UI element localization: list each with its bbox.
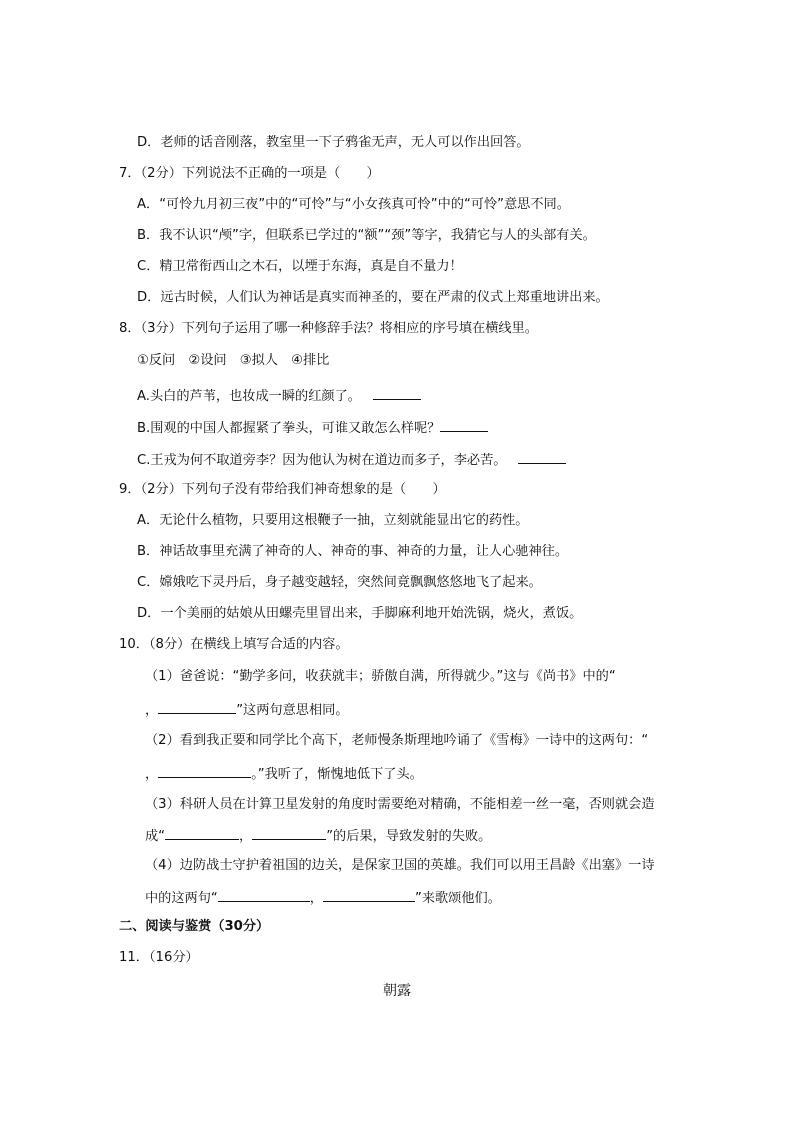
q8-sentence-b-text: B.围观的中国人都握紧了拳头，可谁又敢怎么样呢？: [137, 421, 441, 436]
q10-part3-comma: ，: [239, 829, 253, 844]
q9-option-c: C．嫦娥吃下灵丹后，身子越变越轻，突然间竟飘飘悠悠地飞了起来。: [137, 575, 542, 590]
q10-part3-line1: （3）科研人员在计算卫星发射的角度时需要绝对精确，不能相差一丝一毫，否则就会造: [145, 797, 655, 812]
q10-part3-lead: 成“: [145, 829, 166, 844]
q7-option-a: A．“可怜九月初三夜”中的“可怜”与“小女孩真可怜”中的“可怜”意思不同。: [137, 197, 570, 212]
q10-part4-line2: [145, 888, 501, 908]
passage-title: 朝露: [383, 983, 411, 999]
q9-option-d: D．一个美丽的姑娘从田螺壳里冒出来，手脚麻利地开始洗锅，烧火，煮饭。: [137, 606, 583, 621]
q8-sentence-a-text: A.头白的芦苇，也妆成一瞬的红颜了。: [137, 389, 361, 404]
q10-part1-tail: ”这两句意思相同。: [236, 703, 349, 718]
q8-sentence-c: [137, 450, 566, 470]
q7-option-d: D．远古时候，人们认为神话是真实而神圣的，要在严肃的仪式上郑重地讲出来。: [137, 290, 609, 305]
q10-part1-line1: （1）爸爸说：“勤学多问，收获就丰；骄傲自满，所得就少。”这与《尚书》中的“: [145, 669, 616, 684]
q10-part1-line2: [145, 700, 349, 720]
q8-answer-blank-c[interactable]: [518, 450, 566, 464]
q10-part3-tail: ”的后果，导致发射的失败。: [326, 829, 492, 844]
q7-stem: 7．（2分）下列说法不正确的一项是（ ）: [119, 166, 380, 181]
q8-sentence-a: [137, 386, 421, 406]
q10-part4-lead: 中的这两句“: [145, 891, 218, 906]
section-2-heading: 二、阅读与鉴赏（30分）: [119, 919, 270, 934]
q10-part2-blank[interactable]: [158, 764, 251, 778]
q8-stem: 8．（3分）下列句子运用了哪一种修辞手法？将相应的序号填在横线里。: [119, 321, 538, 336]
q8-sentence-c-text: C.王戎为何不取道旁李？因为他认为树在道边而多子，李必苦。: [137, 453, 507, 468]
q8-choices: ①反问 ②设问 ③拟人 ④排比: [137, 353, 330, 368]
q10-part1-blank[interactable]: [158, 700, 236, 714]
q7-option-c: C．精卫常衔西山之木石，以堙于东海，真是自不量力！: [137, 259, 463, 274]
q10-part4-line1: （4）边防战士守护着祖国的边关，是保家卫国的英雄。我们可以用王昌龄《出塞》一诗: [145, 858, 655, 873]
q10-part4-blank-2[interactable]: [323, 888, 415, 902]
q6-option-d: D．老师的话音刚落，教室里一下子鸦雀无声，无人可以作出回答。: [137, 135, 530, 150]
q10-part2-comma: ，: [145, 767, 159, 782]
q11-stem: 11．（16分）: [119, 950, 199, 965]
q8-sentence-b: [137, 418, 488, 438]
q8-answer-blank-b[interactable]: [440, 418, 488, 432]
q10-part3-line2: [145, 826, 491, 846]
q10-part4-comma: ，: [309, 891, 323, 906]
q10-part2-tail: 。”我听了，惭愧地低下了头。: [251, 767, 423, 782]
q10-part1-comma: ，: [145, 703, 159, 718]
q10-part4-tail: ”来歌颂他们。: [414, 891, 501, 906]
q9-option-b: B．神话故事里充满了神奇的人、神奇的事、神奇的力量，让人心驰神往。: [137, 544, 569, 559]
q10-part2-line2: [145, 764, 423, 784]
q9-option-a: A．无论什么植物，只要用这根鞭子一抽，立刻就能显出它的药性。: [137, 513, 529, 528]
q10-part2-line1: （2）看到我正要和同学比个高下，老师慢条斯理地吟诵了《雪梅》一诗中的这两句：“: [145, 733, 649, 748]
q7-option-b: B．我不认识“颅”字，但联系已学过的“额”“颈”等字，我猜它与人的头部有关。: [137, 228, 596, 243]
q8-answer-blank-a[interactable]: [373, 386, 421, 400]
q10-part3-blank-2[interactable]: [252, 826, 326, 840]
q9-stem: 9．（2分）下列句子没有带给我们神奇想象的是（ ）: [119, 482, 446, 497]
q10-part3-blank-1[interactable]: [165, 826, 239, 840]
q10-part4-blank-1[interactable]: [218, 888, 310, 902]
q10-stem: 10．（8分）在横线上填写合适的内容。: [119, 637, 349, 652]
